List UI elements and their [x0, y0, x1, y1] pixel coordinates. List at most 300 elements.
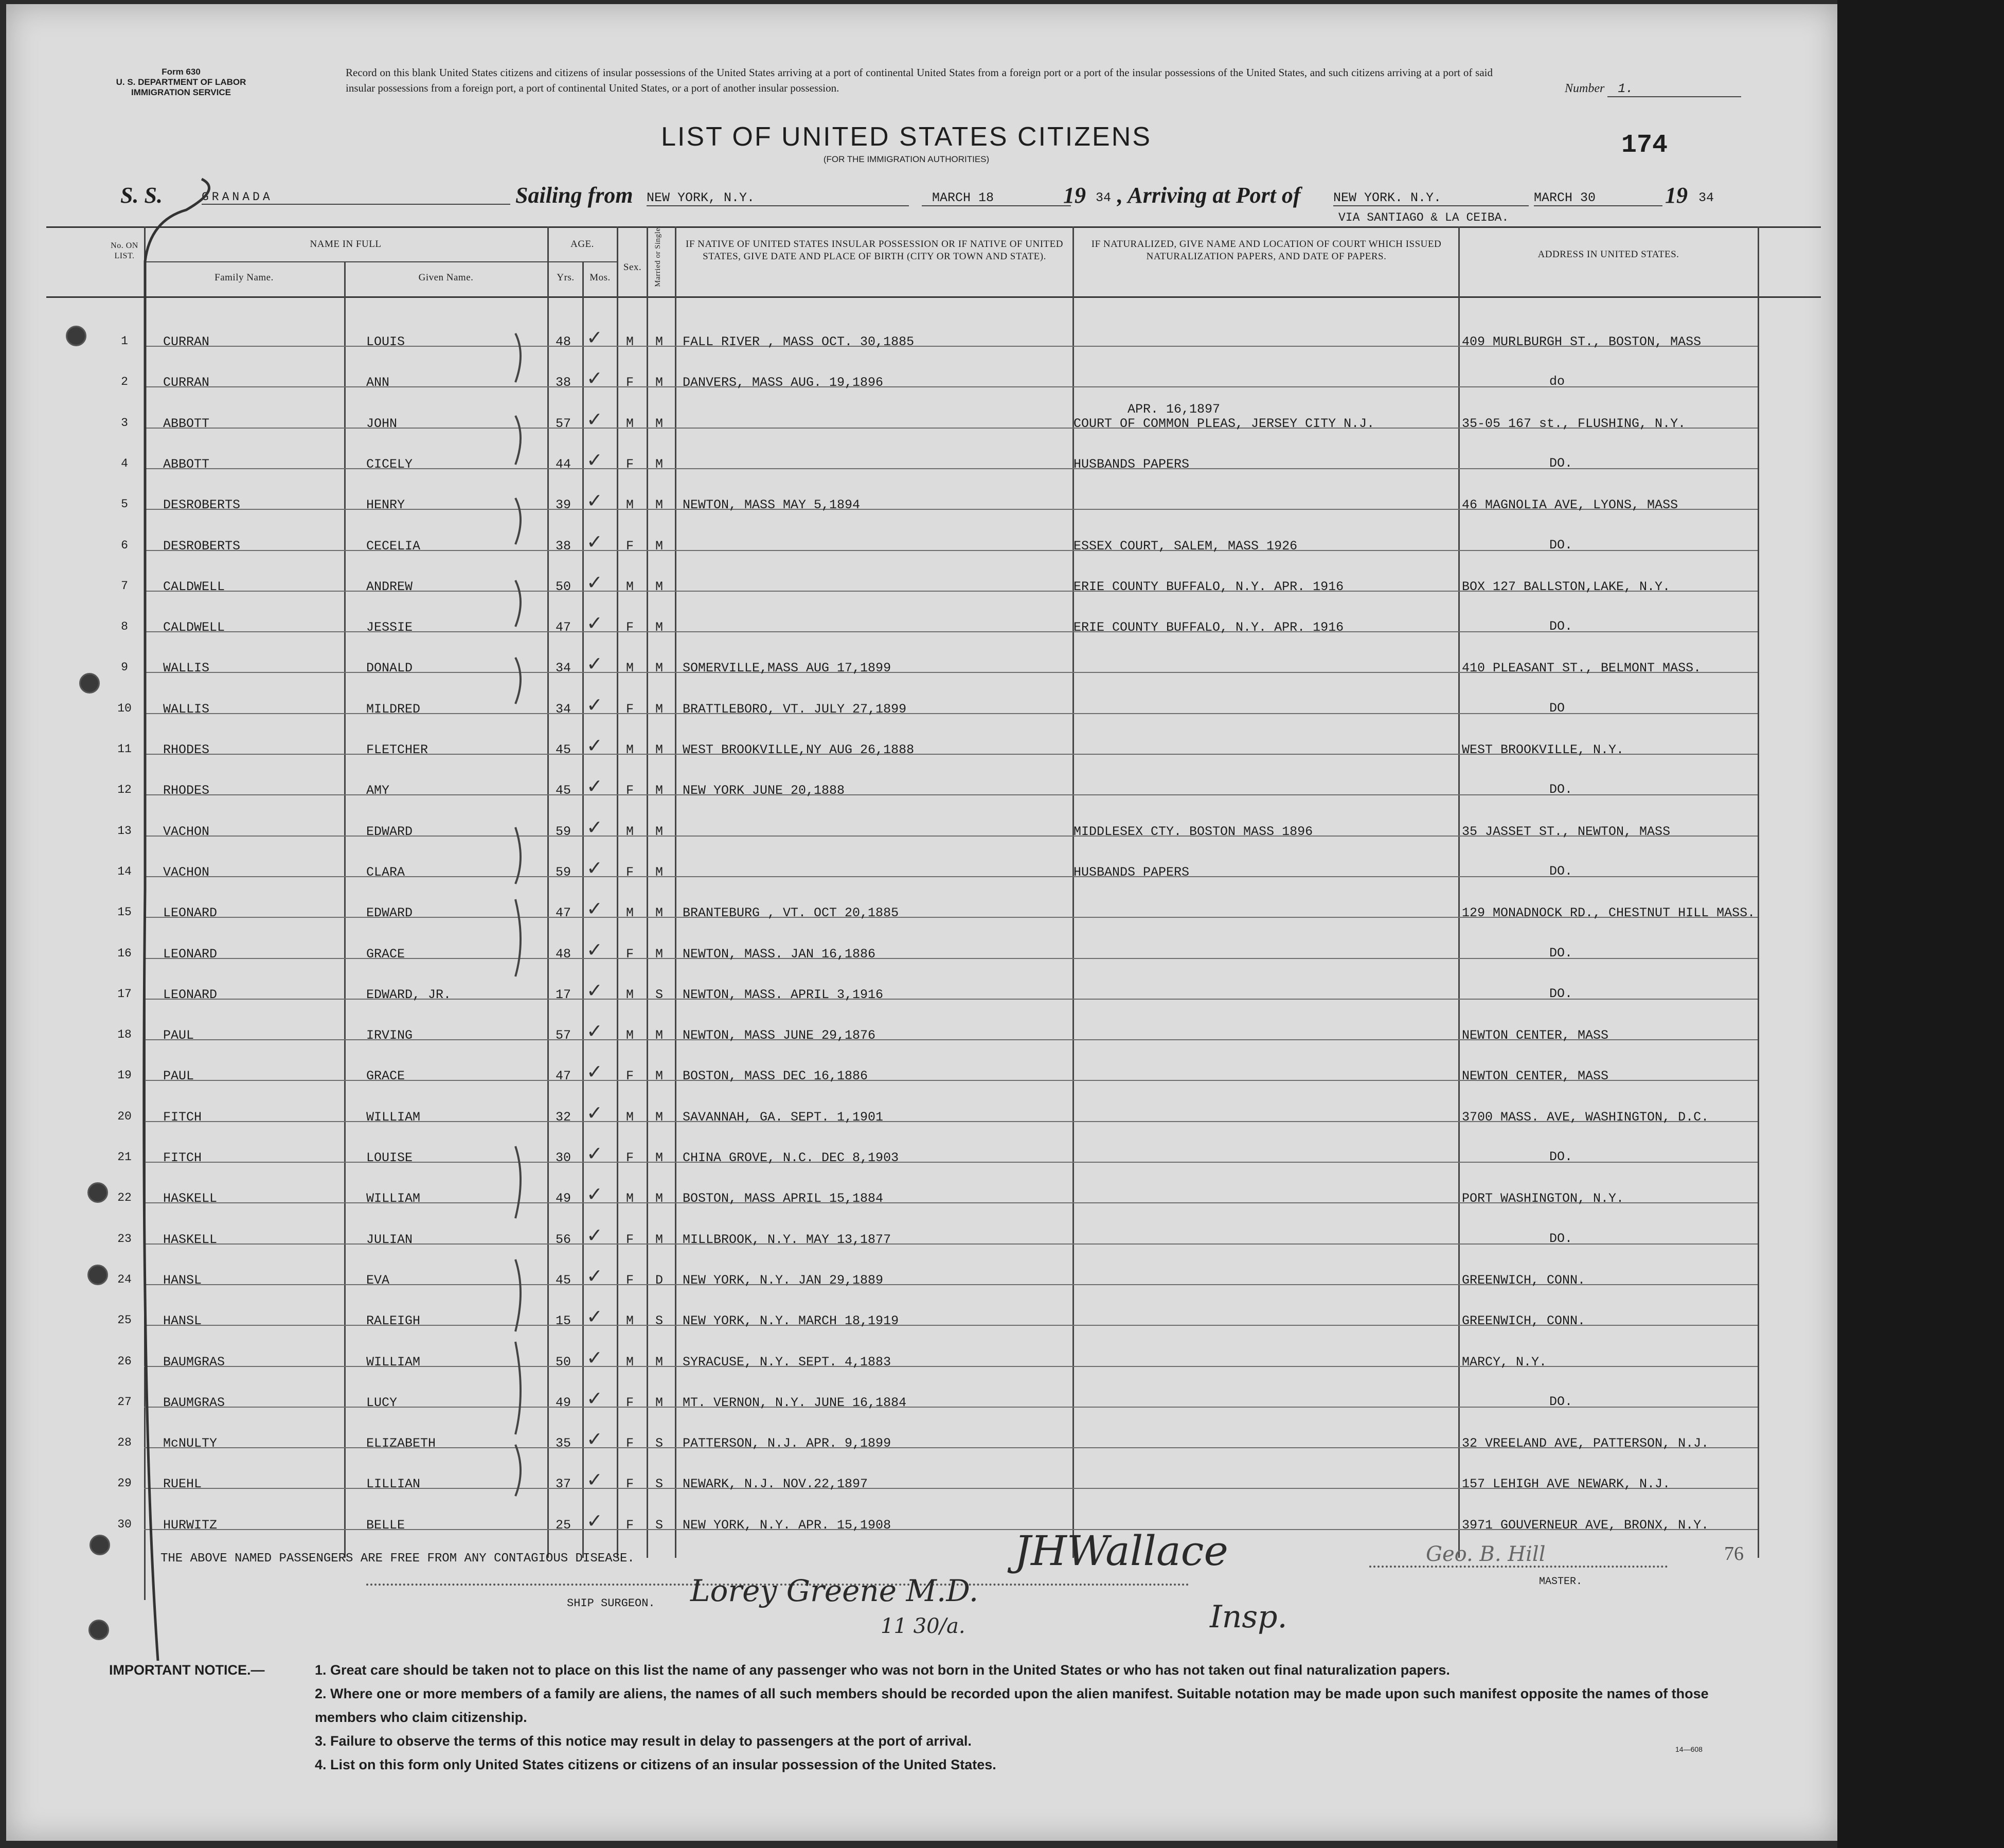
birth-place-date: FALL RIVER , MASS OCT. 30,1885: [683, 334, 915, 349]
table-row: [6, 691, 1837, 722]
address: MARCY, N.Y.: [1462, 1355, 1547, 1370]
birth-place-date: NEWTON, MASS MAY 5,1894: [683, 497, 861, 512]
family-name: PAUL: [163, 1028, 194, 1043]
sex: F: [626, 539, 634, 554]
sex: M: [626, 1110, 634, 1125]
check-mark-icon: ✓: [586, 489, 603, 512]
age-years: 59: [556, 824, 571, 839]
marital-status: M: [655, 1110, 664, 1125]
birth-place-date: PATTERSON, N.J. APR. 9,1899: [683, 1436, 891, 1451]
marital-status: M: [655, 947, 664, 962]
given-name: GRACE: [366, 947, 405, 962]
naturalization: COURT OF COMMON PLEAS, JERSEY CITY N.J.: [1073, 416, 1375, 431]
age-years: 49: [556, 1395, 571, 1410]
marital-status: M: [655, 783, 664, 798]
sex: F: [626, 1069, 634, 1083]
sex: M: [626, 334, 634, 349]
table-row: [6, 528, 1837, 559]
sailing-year: 34: [1096, 190, 1112, 205]
sex: F: [626, 1518, 634, 1533]
given-name: CICELY: [366, 457, 413, 472]
address: 157 LEHIGH AVE NEWARK, N.J.: [1462, 1477, 1671, 1491]
marital-status: M: [655, 1191, 664, 1206]
address: 35 JASSET ST., NEWTON, MASS: [1462, 824, 1671, 839]
row-number: 1: [121, 334, 128, 348]
table-header-rule: [46, 296, 1821, 298]
sex: F: [626, 1150, 634, 1165]
check-mark-icon: ✓: [586, 1265, 603, 1287]
age-years: 47: [556, 620, 571, 635]
birth-place-date: BOSTON, MASS APRIL 15,1884: [683, 1191, 884, 1206]
address: GREENWICH, CONN.: [1462, 1273, 1586, 1288]
sex: M: [626, 579, 634, 594]
family-name: VACHON: [163, 865, 210, 880]
check-mark-icon: ✓: [586, 897, 603, 920]
form-number: Form 630: [162, 67, 201, 77]
naturalization: ERIE COUNTY BUFFALO, N.Y. APR. 1916: [1073, 579, 1344, 594]
address: WEST BROOKVILLE, N.Y.: [1462, 742, 1624, 757]
age-years: 59: [556, 865, 571, 880]
marital-status: M: [655, 457, 664, 472]
disease-statement: THE ABOVE NAMED PASSENGERS ARE FREE FROM ANY CONTAGIOUS DISEASE.: [160, 1552, 635, 1566]
given-name: GRACE: [366, 1069, 405, 1083]
notice-item-3: 3. Failure to observe the terms of this notice may result in delay to passengers at the port of arrival.: [315, 1733, 972, 1749]
sailing-label: Sailing from: [515, 183, 633, 208]
age-years: 57: [556, 1028, 571, 1043]
age-years: 50: [556, 1355, 571, 1370]
margin-number: 76: [1724, 1543, 1744, 1565]
marital-status: M: [655, 1069, 664, 1083]
page-stamp: 174: [1621, 131, 1668, 160]
family-name: FITCH: [163, 1150, 202, 1165]
age-years: 17: [556, 987, 571, 1002]
given-name: WILLIAM: [366, 1355, 421, 1370]
given-name: WILLIAM: [366, 1110, 421, 1125]
check-mark-icon: ✓: [586, 1346, 603, 1369]
row-number: 16: [117, 947, 132, 960]
given-name: FLETCHER: [366, 742, 428, 757]
marital-status: M: [655, 905, 664, 920]
check-mark-icon: ✓: [586, 857, 603, 879]
age-years: 44: [556, 457, 571, 472]
surgeon-signature: Lorey Greene M.D.: [690, 1573, 979, 1608]
table-row: [6, 650, 1837, 681]
marital-status: S: [655, 987, 664, 1002]
marital-status: M: [655, 742, 664, 757]
page-subtitle: (FOR THE IMMIGRATION AUTHORITIES): [823, 154, 990, 164]
naturalization: HUSBANDS PAPERS: [1073, 865, 1190, 880]
check-mark-icon: ✓: [586, 734, 603, 757]
birth-place-date: DANVERS, MASS AUG. 19,1896: [683, 375, 884, 390]
sex: F: [626, 947, 634, 962]
marital-status: M: [655, 1355, 664, 1370]
row-number: 2: [121, 375, 128, 388]
address: DO.: [1549, 456, 1573, 471]
age-years: 15: [556, 1313, 571, 1328]
marital-status: M: [655, 1232, 664, 1247]
marital-status: M: [655, 539, 664, 554]
check-mark-icon: ✓: [586, 938, 603, 961]
check-mark-icon: ✓: [586, 326, 603, 349]
address: DO.: [1549, 986, 1573, 1001]
age-years: 32: [556, 1110, 571, 1125]
master-label: MASTER.: [1539, 1576, 1583, 1588]
row-number: 15: [117, 905, 132, 919]
given-name: ELIZABETH: [366, 1436, 436, 1451]
birth-place-date: WEST BROOKVILLE,NY AUG 26,1888: [683, 742, 915, 757]
address: do: [1549, 374, 1565, 389]
birth-place-date: BRANTEBURG , VT. OCT 20,1885: [683, 905, 899, 920]
given-name: JULIAN: [366, 1232, 413, 1247]
age-years: 25: [556, 1518, 571, 1533]
col-header-married: Married or Single.: [654, 225, 662, 287]
given-name: LOUISE: [366, 1150, 413, 1165]
row-number: 24: [117, 1273, 132, 1286]
arrival-port: NEW YORK. N.Y.: [1333, 190, 1529, 206]
department: U. S. DEPARTMENT OF LABOR: [116, 77, 246, 87]
check-mark-icon: ✓: [586, 1305, 603, 1328]
birth-place-date: NEWARK, N.J. NOV.22,1897: [683, 1477, 868, 1491]
col-header-age: AGE.: [570, 239, 594, 250]
service: IMMIGRATION SERVICE: [131, 87, 231, 97]
age-years: 47: [556, 905, 571, 920]
sex: M: [626, 1355, 634, 1370]
marital-status: D: [655, 1273, 664, 1288]
given-name: ANDREW: [366, 579, 413, 594]
birth-place-date: BRATTLEBORO, VT. JULY 27,1899: [683, 702, 907, 717]
check-mark-icon: ✓: [586, 408, 603, 431]
family-name: RHODES: [163, 742, 210, 757]
col-header-family: Family Name.: [214, 272, 274, 283]
sex: F: [626, 865, 634, 880]
check-mark-icon: ✓: [586, 1101, 603, 1124]
marital-status: M: [655, 375, 664, 390]
marital-status: S: [655, 1436, 664, 1451]
address: DO.: [1549, 619, 1573, 634]
row-number: 7: [121, 579, 128, 593]
row-number: 29: [117, 1477, 132, 1490]
family-name: CURRAN: [163, 334, 210, 349]
row-number: 30: [117, 1518, 132, 1531]
col-header-birth: IF NATIVE OF UNITED STATES INSULAR POSSESSION OR IF NATIVE OF UNITED STATES, GIVE DATE AND PLACE OF BIRTH (CITY OR TOWN AND STATE).: [686, 239, 1063, 262]
row-number: 8: [121, 620, 128, 633]
address: 46 MAGNOLIA AVE, LYONS, MASS: [1462, 497, 1678, 512]
marital-status: S: [655, 1518, 664, 1533]
table-row: [6, 936, 1837, 967]
birth-place-date: NEWTON, MASS JUNE 29,1876: [683, 1028, 876, 1043]
sex: M: [626, 661, 634, 676]
age-years: 50: [556, 579, 571, 594]
birth-place-date: NEW YORK, N.Y. JAN 29,1889: [683, 1273, 884, 1288]
table-top-rule: [46, 226, 1821, 228]
row-number: 13: [117, 824, 132, 838]
row-number: 25: [117, 1313, 132, 1327]
check-mark-icon: ✓: [586, 1509, 603, 1532]
ink-annotation: [68, 169, 222, 1661]
given-name: JOHN: [366, 416, 398, 431]
naturalization: ERIE COUNTY BUFFALO, N.Y. APR. 1916: [1073, 620, 1344, 635]
table-row: [6, 610, 1837, 641]
table-row: [6, 447, 1837, 477]
marital-status: M: [655, 865, 664, 880]
table-row: [6, 1222, 1837, 1253]
given-name: HENRY: [366, 497, 405, 512]
family-name: RHODES: [163, 783, 210, 798]
age-years: 48: [556, 334, 571, 349]
given-name: WILLIAM: [366, 1191, 421, 1206]
number-value: 1.: [1607, 81, 1741, 97]
col-header-mos: Mos.: [589, 272, 611, 283]
marital-status: M: [655, 497, 664, 512]
check-mark-icon: ✓: [586, 979, 603, 1002]
table-row: [6, 1099, 1837, 1130]
address: 129 MONADNOCK RD., CHESTNUT HILL MASS.: [1462, 905, 1756, 920]
print-code: 14—608: [1675, 1745, 1703, 1753]
marital-status: S: [655, 1477, 664, 1491]
naturalization: MIDDLESEX CTY. BOSTON MASS 1896: [1073, 824, 1313, 839]
given-name: LOUIS: [366, 334, 405, 349]
family-name: DESROBERTS: [163, 539, 241, 554]
ship-surgeon-label: SHIP SURGEON.: [567, 1597, 655, 1610]
arrival-year: 34: [1698, 190, 1714, 205]
marital-status: M: [655, 416, 664, 431]
row-number: 6: [121, 539, 128, 552]
family-name: RUEHL: [163, 1477, 202, 1491]
check-mark-icon: ✓: [586, 1224, 603, 1247]
address: DO.: [1549, 1394, 1573, 1409]
given-name: AMY: [366, 783, 390, 798]
row-number: 10: [117, 702, 132, 715]
sex: M: [626, 1028, 634, 1043]
family-name: HASKELL: [163, 1191, 218, 1206]
address: DO.: [1549, 538, 1573, 553]
col-header-naturalized: IF NATURALIZED, GIVE NAME AND LOCATION OF COURT WHICH ISSUED NATURALIZATION PAPERS, AND DATE OF PAPERS.: [1091, 239, 1442, 262]
sex: M: [626, 824, 634, 839]
check-mark-icon: ✓: [586, 816, 603, 839]
family-name: CALDWELL: [163, 579, 225, 594]
table-row: [6, 365, 1837, 396]
given-name: ANN: [366, 375, 390, 390]
row-number: 5: [121, 497, 128, 511]
check-mark-icon: ✓: [586, 775, 603, 797]
age-years: 35: [556, 1436, 571, 1451]
sex: M: [626, 497, 634, 512]
col-header-no: No. ON LIST.: [111, 241, 138, 260]
age-years: 45: [556, 742, 571, 757]
family-name: VACHON: [163, 824, 210, 839]
sailing-year-prefix: 19: [1063, 183, 1086, 208]
birth-place-date: BOSTON, MASS DEC 16,1886: [683, 1069, 868, 1083]
row-number: 22: [117, 1191, 132, 1204]
row-number: 27: [117, 1395, 132, 1409]
birth-place-date: SYRACUSE, N.Y. SEPT. 4,1883: [683, 1355, 891, 1370]
address: 409 MURLBURGH ST., BOSTON, MASS: [1462, 334, 1702, 349]
table-row: [6, 814, 1837, 845]
naturalization: ESSEX COURT, SALEM, MASS 1926: [1073, 539, 1298, 554]
sex: M: [626, 905, 634, 920]
check-mark-icon: ✓: [586, 694, 603, 716]
sex: M: [626, 742, 634, 757]
row-number: 14: [117, 865, 132, 878]
birth-place-date: NEW YORK, N.Y. APR. 15,1908: [683, 1518, 891, 1533]
address: PORT WASHINGTON, N.Y.: [1462, 1191, 1624, 1206]
marital-status: M: [655, 1028, 664, 1043]
row-number: 28: [117, 1436, 132, 1449]
address: BOX 127 BALLSTON,LAKE, N.Y.: [1462, 579, 1671, 594]
address: 3971 GOUVERNEUR AVE, BRONX, N.Y.: [1462, 1518, 1709, 1533]
family-name: CURRAN: [163, 375, 210, 390]
sex: F: [626, 1477, 634, 1491]
master-signature: Geo. B. Hill: [1426, 1542, 1546, 1566]
given-name: RALEIGH: [366, 1313, 421, 1328]
table-row: [6, 1140, 1837, 1171]
table-row: [6, 1344, 1837, 1375]
col-header-name: NAME IN FULL: [310, 239, 382, 250]
birth-place-date: SAVANNAH, GA. SEPT. 1,1901: [683, 1110, 884, 1125]
given-name: LILLIAN: [366, 1477, 421, 1491]
given-name: EDWARD, JR.: [366, 987, 452, 1002]
sex: M: [626, 416, 634, 431]
via-route: VIA SANTIAGO & LA CEIBA.: [1338, 211, 1509, 224]
age-years: 47: [556, 1069, 571, 1083]
row-number: 20: [117, 1110, 132, 1123]
sex: M: [626, 1191, 634, 1206]
address: 32 VREELAND AVE, PATTERSON, N.J.: [1462, 1436, 1709, 1451]
table-row: [6, 1018, 1837, 1049]
age-years: 57: [556, 416, 571, 431]
initials-note: 11 30/a.: [881, 1614, 965, 1638]
sex: F: [626, 375, 634, 390]
sex: F: [626, 1395, 634, 1410]
check-mark-icon: ✓: [586, 1468, 603, 1491]
check-mark-icon: ✓: [586, 530, 603, 553]
family-name: PAUL: [163, 1069, 194, 1083]
ss-label: S. S.: [120, 183, 163, 208]
given-name: BELLE: [366, 1518, 405, 1533]
birth-place-date: NEW YORK JUNE 20,1888: [683, 783, 845, 798]
family-name: ABBOTT: [163, 416, 210, 431]
address: 3700 MASS. AVE, WASHINGTON, D.C.: [1462, 1110, 1709, 1125]
family-name: FITCH: [163, 1110, 202, 1125]
address: NEWTON CENTER, MASS: [1462, 1069, 1609, 1083]
arrival-year-prefix: 19: [1665, 183, 1688, 208]
sex: F: [626, 457, 634, 472]
family-name: McNULTY: [163, 1436, 218, 1451]
table-row: [6, 1507, 1837, 1538]
family-name: LEONARD: [163, 987, 218, 1002]
family-name: CALDWELL: [163, 620, 225, 635]
sex: F: [626, 620, 634, 635]
inspector-abbr: Insp.: [1210, 1599, 1287, 1635]
sex: F: [626, 1436, 634, 1451]
instructions: Record on this blank United States citizens and citizens of insular possessions of the United States arriving at a port of continental United States from a foreign port or a port of the insular possessions of the United States, and such citizens arriving at a port of said insular possessions from a foreign port, a port of continental United States, or a port of another insular possession.: [346, 66, 1493, 94]
sex: F: [626, 783, 634, 798]
check-mark-icon: ✓: [586, 1060, 603, 1083]
scan-background: [1837, 0, 2004, 1848]
notice-item-2: 2. Where one or more members of a family are aliens, the names of all such members should be recorded upon the alien manifest. Suitable notation may be made upon such manifest opposite the names of those members who claim citizenship.: [315, 1686, 1709, 1725]
age-years: 49: [556, 1191, 571, 1206]
birth-place-date: NEW YORK, N.Y. MARCH 18,1919: [683, 1313, 899, 1328]
family-name: HASKELL: [163, 1232, 218, 1247]
naturalization-date: APR. 16,1897: [1128, 402, 1221, 417]
table-row: [6, 732, 1837, 763]
family-name: HANSL: [163, 1273, 202, 1288]
number-field: [1565, 81, 1741, 97]
age-years: 30: [556, 1150, 571, 1165]
family-name: LEONARD: [163, 905, 218, 920]
table-row: [6, 324, 1837, 355]
row-number: 19: [117, 1069, 132, 1082]
table-row: [6, 1385, 1837, 1416]
given-name: JESSIE: [366, 620, 413, 635]
table-row: [6, 1263, 1837, 1293]
table-row: [6, 1426, 1837, 1456]
age-years: 38: [556, 375, 571, 390]
row-number: 11: [117, 742, 132, 756]
given-name: EDWARD: [366, 824, 413, 839]
given-name: IRVING: [366, 1028, 413, 1043]
page-title: LIST OF UNITED STATES CITIZENS: [661, 122, 1152, 152]
col-header-yrs: Yrs.: [557, 272, 575, 283]
age-years: 45: [556, 783, 571, 798]
table-row: [6, 1058, 1837, 1089]
check-mark-icon: ✓: [586, 367, 603, 389]
family-brace-marks: [500, 323, 541, 1537]
row-number: 17: [117, 987, 132, 1001]
age-years: 45: [556, 1273, 571, 1288]
address: DO.: [1549, 946, 1573, 961]
birth-place-date: CHINA GROVE, N.C. DEC 8,1903: [683, 1150, 899, 1165]
marital-status: M: [655, 620, 664, 635]
row-number: 3: [121, 416, 128, 430]
table-row: [6, 977, 1837, 1008]
sex: M: [626, 987, 634, 1002]
given-name: MILDRED: [366, 702, 421, 717]
family-name: HANSL: [163, 1313, 202, 1328]
address: DO: [1549, 701, 1565, 716]
age-years: 37: [556, 1477, 571, 1491]
check-mark-icon: ✓: [586, 612, 603, 634]
address: DO.: [1549, 1149, 1573, 1164]
table-row: [6, 895, 1837, 926]
sailing-port: NEW YORK, N.Y.: [647, 190, 909, 206]
check-mark-icon: ✓: [586, 1142, 603, 1165]
sex: M: [626, 1313, 634, 1328]
address: 410 PLEASANT ST., BELMONT MASS.: [1462, 661, 1702, 676]
check-mark-icon: ✓: [586, 1020, 603, 1042]
sex: F: [626, 1273, 634, 1288]
check-mark-icon: ✓: [586, 571, 603, 594]
given-name: CECELIA: [366, 539, 421, 554]
check-mark-icon: ✓: [586, 1428, 603, 1450]
notice-item-4: 4. List on this form only United States citizens or citizens of an insular possession of the United States.: [315, 1757, 996, 1772]
row-number: 26: [117, 1355, 132, 1368]
family-name: WALLIS: [163, 702, 210, 717]
address: DO.: [1549, 1231, 1573, 1246]
address: DO.: [1549, 864, 1573, 879]
family-name: BAUMGRAS: [163, 1395, 225, 1410]
family-name: HURWITZ: [163, 1518, 218, 1533]
arriving-label: , Arriving at Port of: [1117, 183, 1301, 208]
family-name: LEONARD: [163, 947, 218, 962]
age-years: 38: [556, 539, 571, 554]
address: GREENWICH, CONN.: [1462, 1313, 1586, 1328]
inspector-signature: JHWallace: [1014, 1527, 1228, 1575]
important-notice-heading: IMPORTANT NOTICE.—: [109, 1662, 265, 1678]
marital-status: M: [655, 824, 664, 839]
table-row: [6, 855, 1837, 885]
table-row: [6, 569, 1837, 600]
